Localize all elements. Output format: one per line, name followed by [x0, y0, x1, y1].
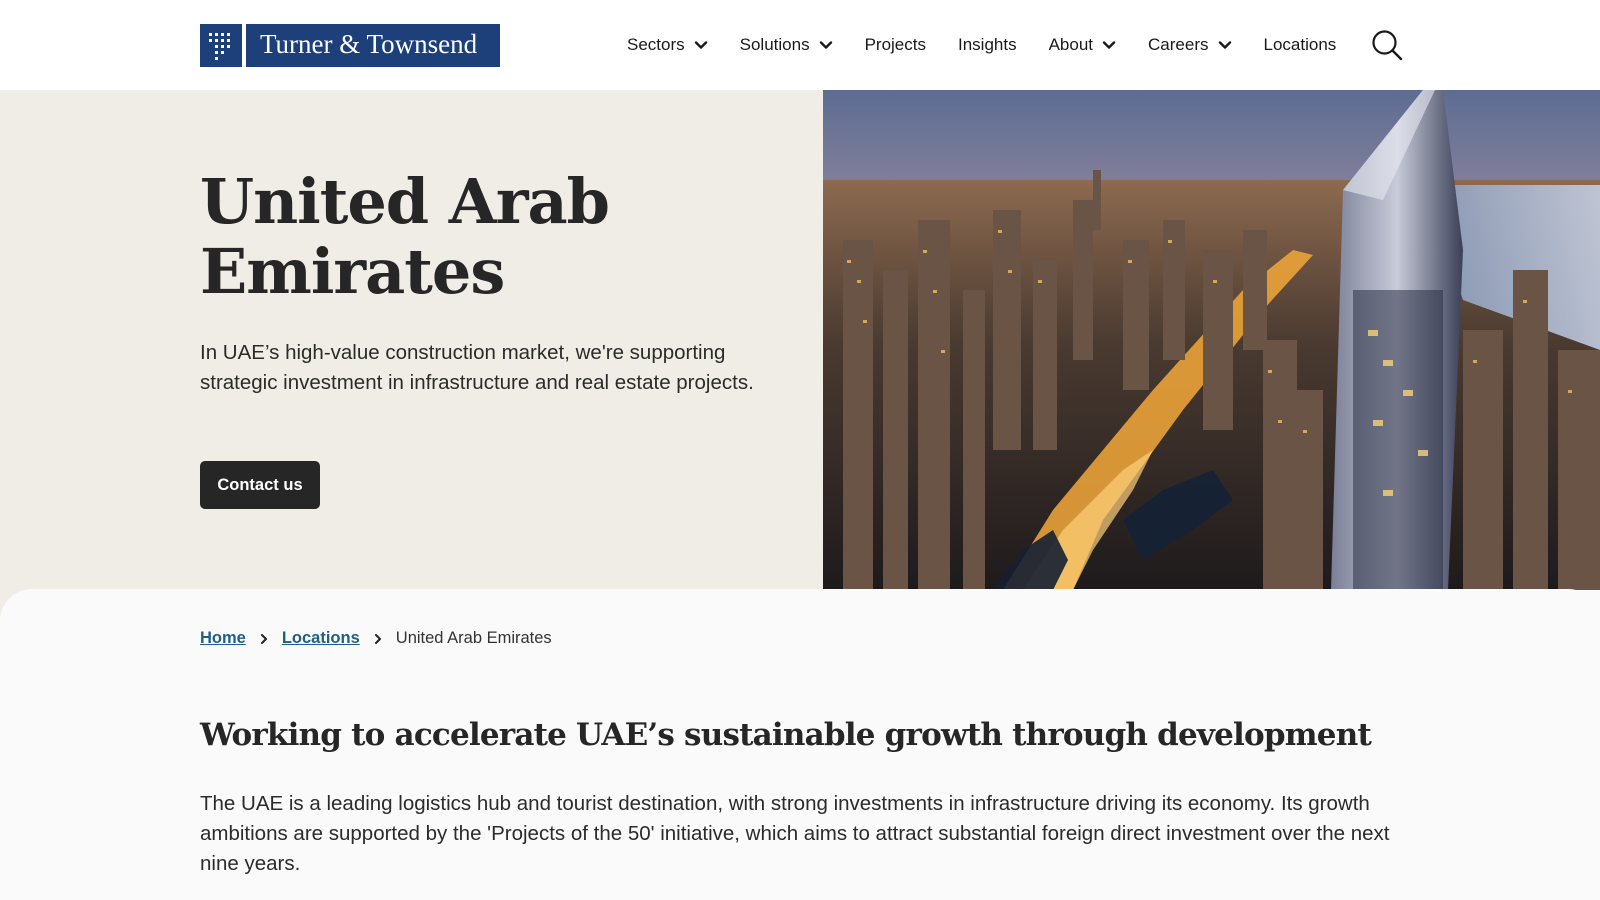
nav-label: Solutions: [739, 35, 810, 54]
nav-label: Insights: [958, 35, 1017, 54]
breadcrumb-current: United Arab Emirates: [395, 629, 552, 647]
nav-sectors[interactable]: [627, 34, 708, 56]
chevron-down-icon: [1102, 38, 1116, 52]
nav-label: Sectors: [627, 35, 685, 54]
nav-about[interactable]: [1049, 34, 1116, 56]
logo-mark-icon: [200, 24, 242, 67]
section-heading: Working to accelerate UAE’s sustainable growth through development: [200, 717, 1371, 753]
chevron-down-icon: [1218, 38, 1232, 52]
nav-insights[interactable]: [958, 34, 1017, 56]
main-nav: [627, 34, 1360, 56]
chevron-down-icon: [694, 38, 708, 52]
nav-label: Locations: [1263, 35, 1337, 54]
content-panel: [0, 589, 1600, 900]
hero-description: In UAE’s high-value construction market, we're supporting strategic investment in infrastructure and real estate projects.: [200, 341, 754, 394]
logo-wordmark: Turner & Townsend: [246, 24, 500, 67]
site-header: [0, 0, 1600, 90]
breadcrumb-locations[interactable]: Locations: [281, 629, 360, 647]
nav-careers[interactable]: [1148, 34, 1231, 56]
chevron-right-icon: [372, 633, 384, 645]
search-icon: [1371, 29, 1403, 61]
nav-solutions[interactable]: [740, 34, 833, 56]
brand-logo[interactable]: [200, 24, 500, 67]
nav-projects[interactable]: [865, 34, 926, 56]
page-title: [200, 167, 760, 307]
contact-us-button[interactable]: Contact us: [200, 461, 320, 509]
hero-image-dubai-skyline: [823, 90, 1600, 590]
page-title-line2: Emirates: [200, 235, 505, 308]
breadcrumb: [200, 629, 552, 648]
nav-locations[interactable]: [1264, 34, 1337, 56]
nav-label: Projects: [864, 35, 926, 54]
chevron-right-icon: [258, 633, 270, 645]
nav-label: About: [1048, 35, 1094, 54]
page-title-line1: United Arab: [200, 165, 610, 238]
chevron-down-icon: [819, 38, 833, 52]
nav-label: Careers: [1148, 35, 1209, 54]
section-body: The UAE is a leading logistics hub and tourist destination, with strong investments in infrastructure driving its economy. Its growth ambitions are supported by the 'Projects of the 50' initiative, which aims to attract substantial foreign direct investment over the next nine years.: [200, 792, 1390, 875]
search-button[interactable]: [1371, 29, 1403, 61]
breadcrumb-home[interactable]: Home: [200, 629, 246, 647]
